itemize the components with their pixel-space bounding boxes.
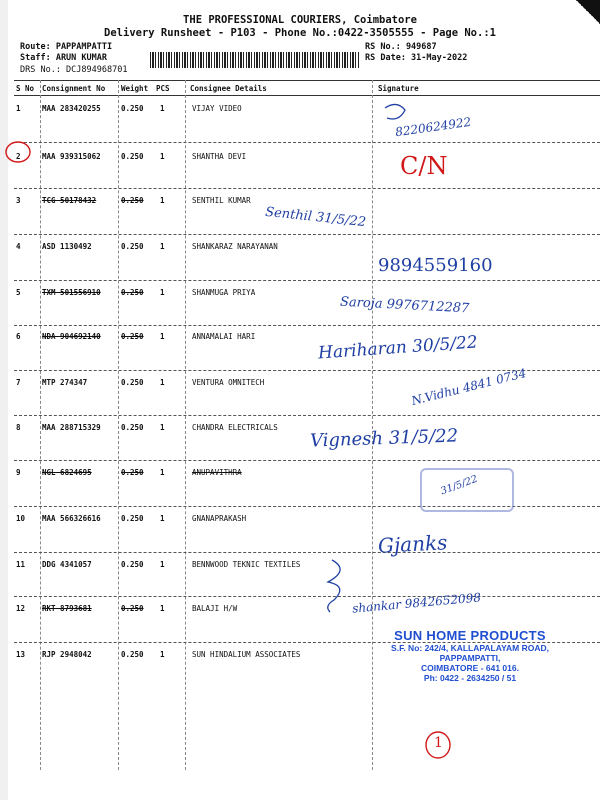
row-consignee: SHANMUGA PRIYA: [192, 288, 256, 297]
row-consignee: SENTHIL KUMAR: [192, 196, 251, 205]
row-sno: 4: [16, 242, 21, 251]
row-consignment: RKT 8793681: [42, 604, 92, 613]
row-sno: 5: [16, 288, 21, 297]
row-pcs: 1: [160, 560, 165, 569]
row-consignment: NGL 6824695: [42, 468, 92, 477]
row-consignment: RJP 2948042: [42, 650, 92, 659]
row-consignment: NDA 904692140: [42, 332, 101, 341]
row-pcs: 1: [160, 468, 165, 477]
row-pcs: 1: [160, 423, 165, 432]
row-weight: 0.250: [121, 242, 144, 251]
row-weight: 0.250: [121, 468, 144, 477]
bottom-mark: 1: [434, 735, 443, 751]
row-consignment: TXM 501556910: [42, 288, 101, 297]
row-pcs: 1: [160, 104, 165, 113]
row-sno: 11: [16, 560, 26, 569]
row-consignment: DDG 4341057: [42, 560, 92, 569]
row-consignment: MTP 274347: [42, 378, 88, 387]
row-pcs: 1: [160, 514, 165, 523]
row11-brace-mark: [328, 560, 340, 612]
date-row9: 31/5/22: [439, 473, 480, 498]
row-consignee: VENTURA OMNITECH: [192, 378, 265, 387]
row-pcs: 1: [160, 196, 165, 205]
staff-label: Staff: ARUN KUMAR: [20, 53, 107, 63]
row-consignment: ASD 1130492: [42, 242, 92, 251]
row-weight: 0.250: [121, 650, 144, 659]
row-consignee: CHANDRA ELECTRICALS: [192, 423, 278, 432]
row-consignee: SHANKARAZ NARAYANAN: [192, 242, 278, 251]
company-rubber-stamp: [380, 628, 560, 683]
signature-row3: Senthil 31/5/22: [264, 204, 367, 231]
rs-date: RS Date: 31-May-2022: [365, 53, 468, 63]
row-sno: 3: [16, 196, 21, 205]
row-consignment: MAA 566326616: [42, 514, 101, 523]
stamp-address-line3: COIMBATORE - 641 016.: [421, 663, 519, 673]
signature-row1: 8220624922: [394, 114, 472, 140]
stamp-company-name: SUN HOME PRODUCTS: [394, 628, 546, 643]
row-consignee: BENNWOOD TEKNIC TEXTILES: [192, 560, 301, 569]
runsheet-title: Delivery Runsheet - P103 - Phone No.:0422-3505555 - Page No.:1: [104, 27, 496, 39]
row-pcs: 1: [160, 152, 165, 161]
row-sno: 8: [16, 423, 21, 432]
row-consignee: GNANAPRAKASH: [192, 514, 247, 523]
stamp-address-line1: S.F. No: 242/4, KALLAPALAYAM ROAD,: [391, 643, 549, 653]
signature-row12: shankar 9842652098: [351, 590, 482, 616]
row-weight: 0.250: [121, 288, 144, 297]
signature-row6: Hariharan 30/5/22: [317, 332, 479, 364]
row-weight: 0.250: [121, 378, 144, 387]
drs-label: DRS No.: DCJ894968701: [20, 65, 128, 75]
row-consignee: SUN HINDALIUM ASSOCIATES: [192, 650, 301, 659]
row-weight: 0.250: [121, 196, 144, 205]
row-sno: 10: [16, 514, 26, 523]
row-weight: 0.250: [121, 332, 144, 341]
phone-row4: 9894559160: [378, 255, 493, 276]
row-sno: 13: [16, 650, 26, 659]
row-pcs: 1: [160, 288, 165, 297]
company-title: THE PROFESSIONAL COURIERS, Coimbatore: [183, 14, 417, 26]
row-pcs: 1: [160, 650, 165, 659]
faded-delivery-stamp: [420, 468, 514, 512]
row-weight: 0.250: [121, 514, 144, 523]
row-sno: 2: [16, 152, 21, 161]
row-weight: 0.250: [121, 423, 144, 432]
row2-circle-mark: [6, 142, 30, 162]
row-pcs: 1: [160, 242, 165, 251]
col-header-consignee: Consignee Details: [190, 84, 267, 93]
col-header-weight: Weight: [121, 84, 149, 93]
row-consignment: MAA 283420255: [42, 104, 101, 113]
row1-signature-stroke: [385, 104, 405, 119]
col-header-pcs: PCS: [156, 84, 170, 93]
row-sno: 6: [16, 332, 21, 341]
row-sno: 12: [16, 604, 26, 613]
row-consignee: VIJAY VIDEO: [192, 104, 242, 113]
row-consignment: MAA 288715329: [42, 423, 101, 432]
route-label: Route: PAPPAMPATTI: [20, 42, 113, 52]
col-header-sno: S No: [16, 84, 35, 93]
row-consignee: ANNAMALAI HARI: [192, 332, 256, 341]
rs-number: RS No.: 949687: [365, 42, 437, 52]
row-pcs: 1: [160, 604, 165, 613]
col-header-consignment: Consignment No: [42, 84, 106, 93]
row-consignee: ANUPAVITHRA: [192, 468, 242, 477]
signature-row8: Vignesh 31/5/22: [309, 425, 459, 452]
row-consignment: MAA 939315062: [42, 152, 101, 161]
row-consignee: BALAJI H/W: [192, 604, 238, 613]
signature-row10: Gjanks: [377, 530, 448, 558]
stamp-address-line2: PAPPAMPATTI,: [439, 653, 501, 663]
row-sno: 7: [16, 378, 21, 387]
row-pcs: 1: [160, 378, 165, 387]
signature-row7: N.Vidhu 4841 0734: [410, 365, 528, 409]
stamp-phone: Ph: 0422 - 2634250 / 51: [423, 673, 517, 683]
row-consignment: TCG 50178432: [42, 196, 97, 205]
row-sno: 1: [16, 104, 21, 113]
row-pcs: 1: [160, 332, 165, 341]
row-sno: 9: [16, 468, 21, 477]
col-header-signature: Signature: [378, 84, 419, 93]
note-row2: C/N: [400, 152, 448, 180]
row-weight: 0.250: [121, 104, 144, 113]
row-weight: 0.250: [121, 152, 144, 161]
signature-row5: Saroja 9976712287: [339, 294, 470, 317]
row-weight: 0.250: [121, 560, 144, 569]
row-consignee: SHANTHA DEVI: [192, 152, 247, 161]
row-weight: 0.250: [121, 604, 144, 613]
